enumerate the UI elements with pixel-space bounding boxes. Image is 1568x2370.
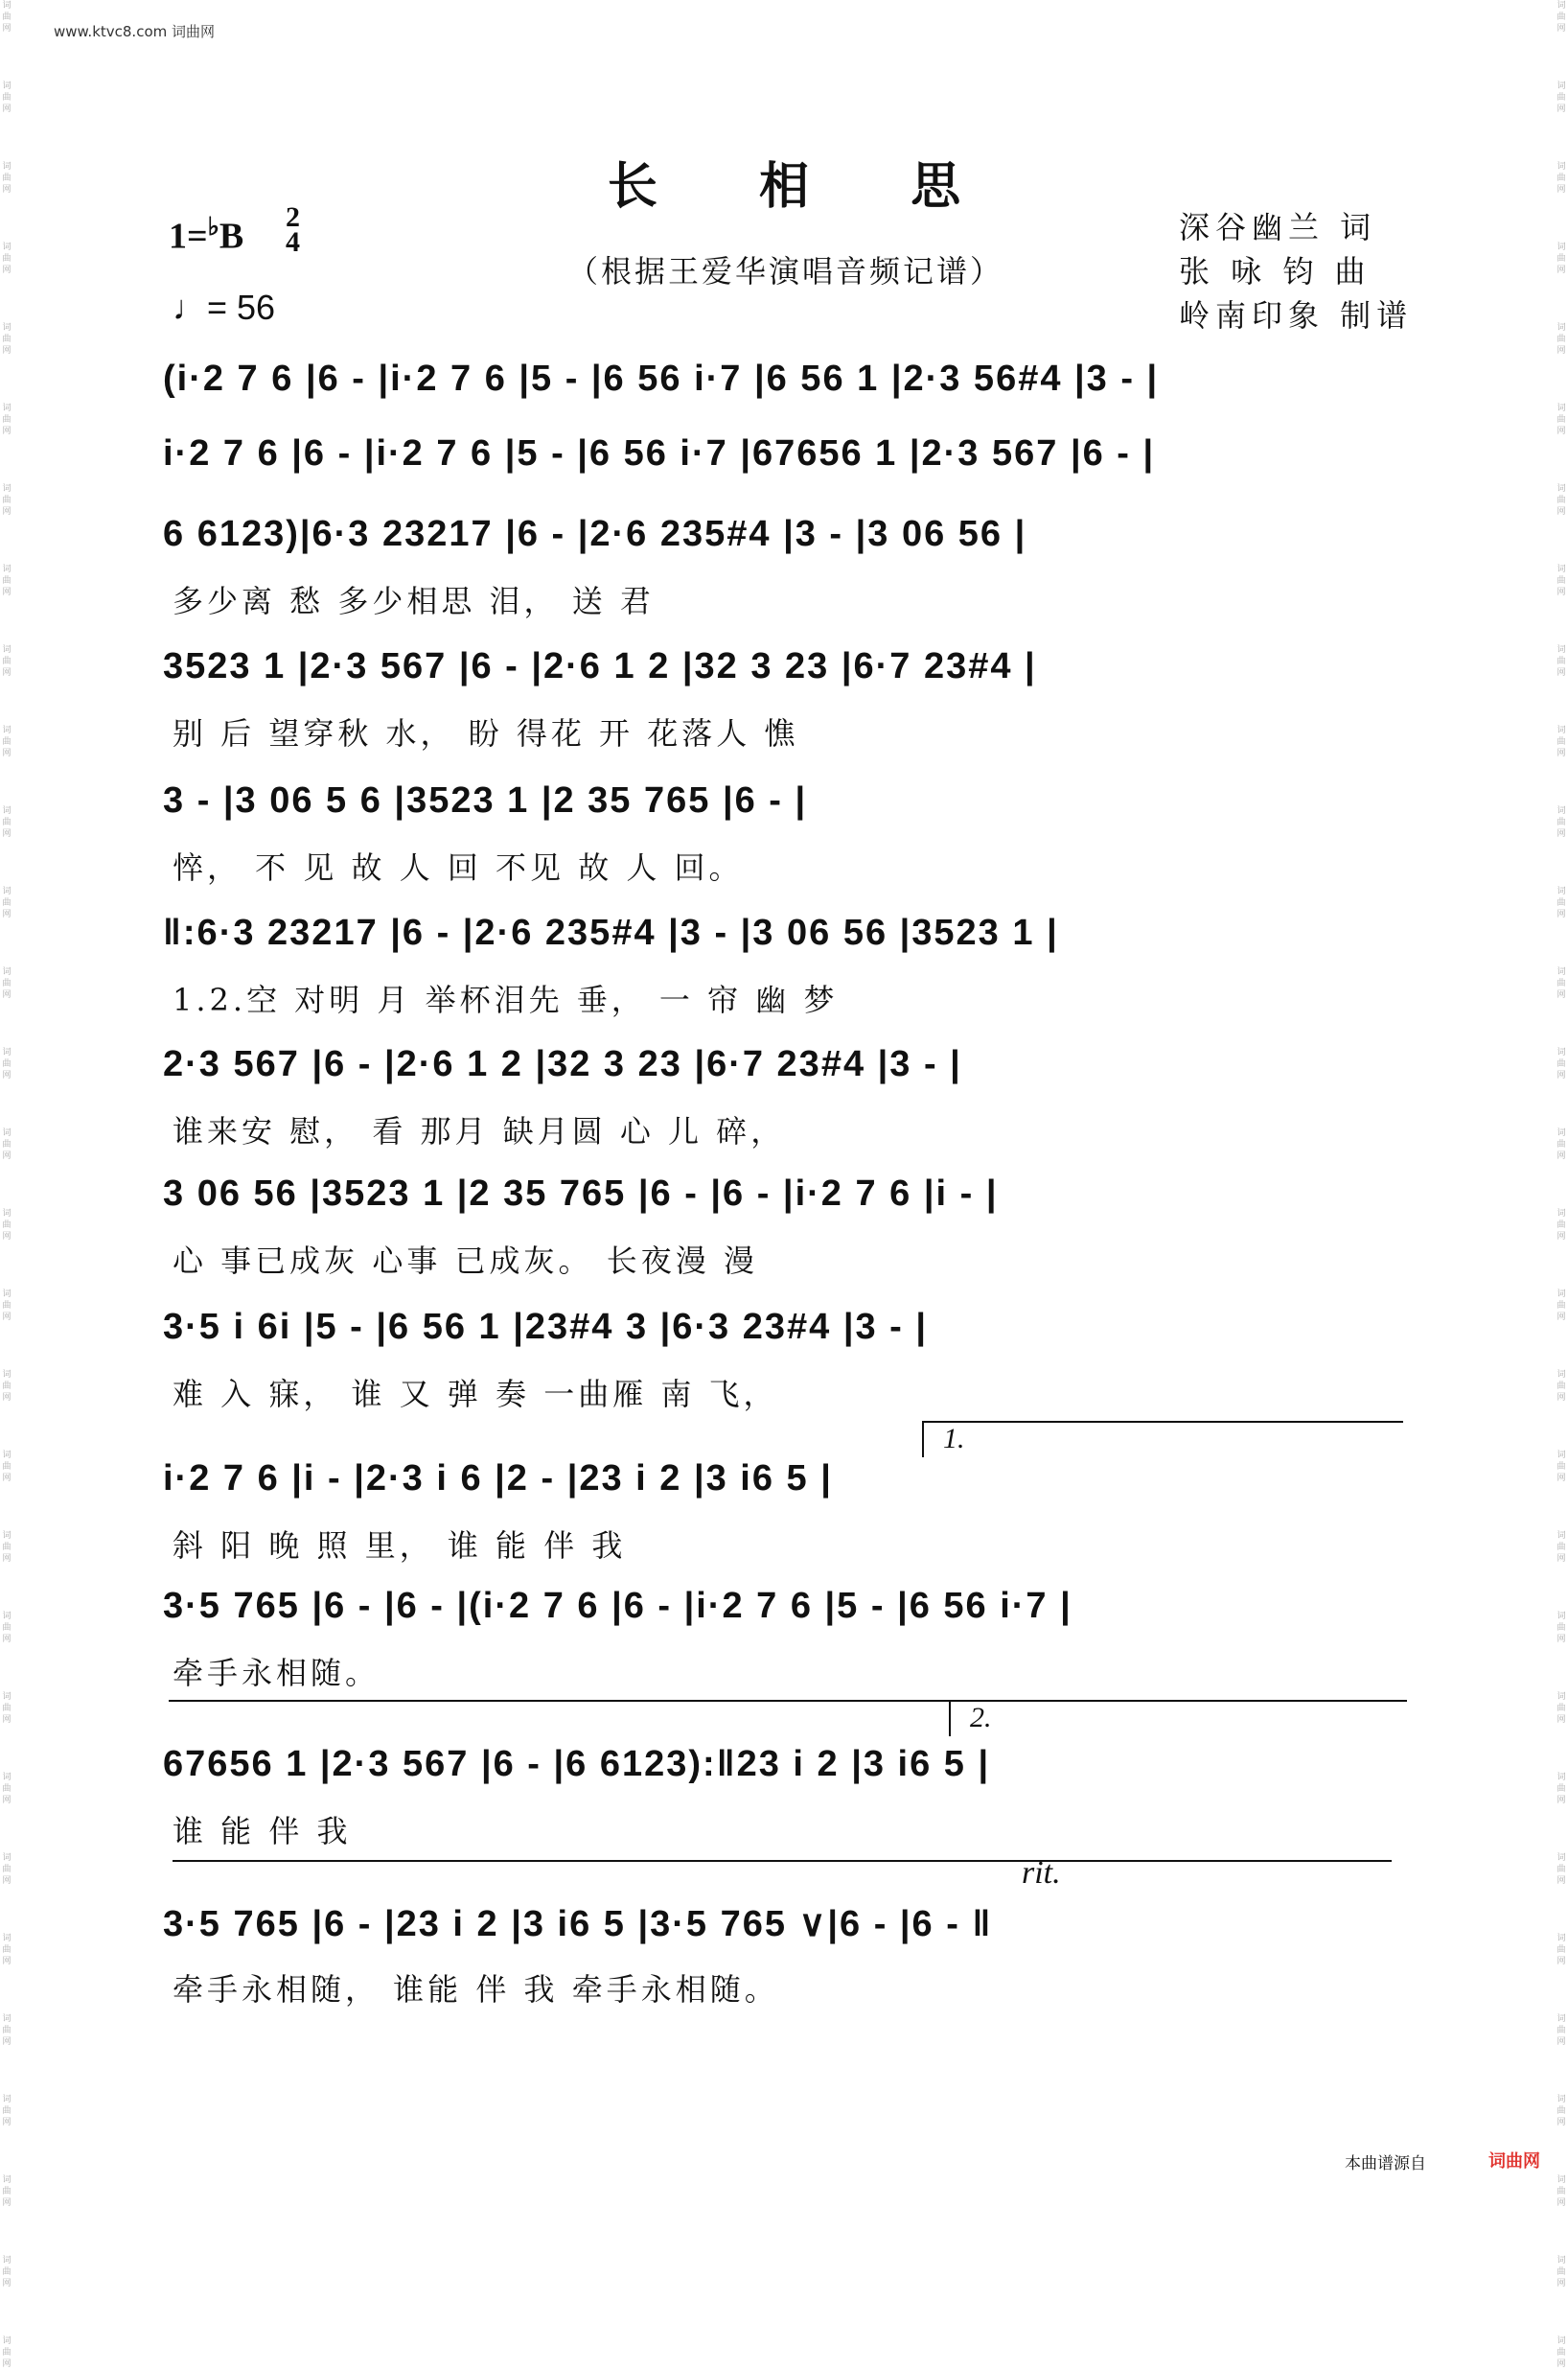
watermark-text: 词曲网 (1556, 2336, 1566, 2369)
tempo-marking: ♩= 56 (173, 288, 276, 327)
credit-arranger: 岭南印象 制谱 (1179, 297, 1414, 334)
watermark-text: 词曲网 (2, 81, 12, 114)
staff-notes: ‖:6·3 23217 |6 - |2·6 235#4 |3 - |3 06 56 |3523 1 | (163, 913, 1059, 953)
watermark-text: 词曲网 (2, 726, 12, 758)
watermark-text: 词曲网 (2, 2256, 12, 2289)
watermark-text: 词曲网 (2, 565, 12, 597)
watermark-text: 词曲网 (1556, 1612, 1566, 1644)
footer-site-logo: 词曲网 (1488, 2151, 1540, 2172)
watermark-text: 词曲网 (1556, 887, 1566, 919)
staff-row (163, 1896, 1409, 1954)
staff-row (163, 1738, 1409, 1796)
footer-source-text: 本曲谱源自 (1345, 2154, 1426, 2173)
watermark-text: 词曲网 (2, 1370, 12, 1403)
watermark-text: 词曲网 (2, 404, 12, 436)
watermark-text: 词曲网 (1556, 1692, 1566, 1725)
watermark-text: 词曲网 (1556, 162, 1566, 195)
watermark-text: 词曲网 (1556, 484, 1566, 517)
watermark-text: 词曲网 (2, 484, 12, 517)
watermark-text: 词曲网 (2, 1, 12, 34)
staff-row (163, 640, 1409, 698)
staff-row (163, 428, 1409, 485)
watermark-text: 词曲网 (2, 2336, 12, 2369)
key-note: B (219, 216, 244, 257)
staff-lyrics: 多少离 愁 多少相思 泪， 送 君 (173, 583, 655, 619)
staff-row (163, 508, 1409, 566)
staff-notes: 3·5 i 6i |5 - |6 56 1 |23#4 3 |6·3 23#4 |3 - | (163, 1307, 929, 1347)
watermark-text: 词曲网 (2, 1853, 12, 1886)
rit-rule (173, 1860, 1392, 1862)
watermark-text: 词曲网 (1556, 645, 1566, 678)
watermark-text: 词曲网 (2, 1531, 12, 1564)
left-watermark-strip (0, 0, 13, 2369)
watermark-text: 词曲网 (2, 162, 12, 195)
watermark-text: 词曲网 (2, 1451, 12, 1483)
ritardando-mark: rit. (1022, 1855, 1061, 1891)
watermark-text: 词曲网 (2, 2095, 12, 2127)
staff-notes: 2·3 567 |6 - |2·6 1 2 |32 3 23 |6·7 23#4 |3 - | (163, 1044, 962, 1084)
staff-lyrics: 牵手永相随， 谁能 伴 我 牵手永相随。 (173, 1971, 779, 2008)
watermark-text: 词曲网 (2, 887, 12, 919)
watermark-text: 词曲网 (2, 1209, 12, 1242)
volta-2-label: 2. (970, 1702, 992, 1733)
watermark-text: 词曲网 (1556, 243, 1566, 275)
staff-lyrics: 1.2.空 对明 月 举杯泪先 垂， 一 帘 幽 梦 (173, 982, 839, 1018)
staff-row (163, 775, 1409, 832)
watermark-text: 词曲网 (1556, 2256, 1566, 2289)
watermark-text: 词曲网 (1556, 1531, 1566, 1564)
staff-row (163, 1301, 1409, 1359)
watermark-text: 词曲网 (2, 1048, 12, 1080)
watermark-text: 词曲网 (2, 2175, 12, 2208)
staff-notes: 3 06 56 |3523 1 |2 35 765 |6 - |6 - |i·2 7 6 |i - | (163, 1173, 999, 1214)
flat-sign-icon: ♭ (207, 213, 219, 241)
time-top: 2 (286, 201, 300, 233)
volta-bracket-1 (922, 1421, 1403, 1457)
volta-1-label: 1. (943, 1423, 965, 1454)
watermark-text: 词曲网 (1556, 2014, 1566, 2047)
staff-lyrics: 谁 能 伴 我 (173, 1813, 352, 1849)
watermark-text: 词曲网 (2, 1773, 12, 1805)
staff-row (163, 1168, 1409, 1225)
staff-lyrics: 别 后 望穿秋 水， 盼 得花 开 花落人 憔 (173, 715, 799, 752)
watermark-text: 词曲网 (2, 1128, 12, 1161)
key-number: 1= (169, 216, 208, 257)
watermark-text: 词曲网 (1556, 565, 1566, 597)
staff-row (163, 907, 1409, 964)
watermark-text: 词曲网 (2, 2014, 12, 2047)
volta-bracket-2 (949, 1700, 1407, 1736)
watermark-text: 词曲网 (1556, 806, 1566, 839)
staff-notes: (i·2 7 6 |6 - |i·2 7 6 |5 - |6 56 i·7 |6 56 1 |2·3 56#4 |3 - | (163, 359, 1160, 399)
staff-row (163, 353, 1409, 410)
watermark-text: 词曲网 (1556, 404, 1566, 436)
watermark-text: 词曲网 (1556, 1128, 1566, 1161)
time-bottom: 4 (286, 226, 300, 258)
watermark-text: 词曲网 (1556, 1451, 1566, 1483)
staff-lyrics: 谁来安 慰， 看 那月 缺月圆 心 儿 碎， (173, 1113, 786, 1150)
time-signature (286, 201, 300, 258)
watermark-text: 词曲网 (1556, 1853, 1566, 1886)
watermark-text: 词曲网 (2, 806, 12, 839)
staff-notes: 3523 1 |2·3 567 |6 - |2·6 1 2 |32 3 23 |6·7 23#4 | (163, 646, 1037, 686)
watermark-text: 词曲网 (2, 645, 12, 678)
watermark-text: 词曲网 (1556, 81, 1566, 114)
staff-lyrics: 牵手永相随。 (173, 1655, 380, 1691)
staff-notes: 6 6123)|6·3 23217 |6 - |2·6 235#4 |3 - |3 06 56 | (163, 514, 1027, 554)
staff-notes: 3·5 765 |6 - |23 i 2 |3 i6 5 |3·5 765 ∨|6 - |6 - ‖ (163, 1904, 993, 1944)
staff-notes: i·2 7 6 |6 - |i·2 7 6 |5 - |6 56 i·7 |67656 1 |2·3 567 |6 - | (163, 433, 1156, 474)
staff-notes: 67656 1 |2·3 567 |6 - |6 6123):‖23 i 2 |3 i6 5 | (163, 1744, 991, 1784)
watermark-text: 词曲网 (2, 1692, 12, 1725)
watermark-text: 词曲网 (2, 967, 12, 1000)
credit-composer: 张 咏 钧 曲 (1179, 253, 1372, 290)
staff-row (163, 1038, 1409, 1096)
credit-lyricist: 深谷幽兰 词 (1179, 209, 1377, 245)
staff-notes: 3 - |3 06 5 6 |3523 1 |2 35 765 |6 - | (163, 780, 808, 821)
watermark-text: 词曲网 (2, 1612, 12, 1644)
staff-lyrics: 斜 阳 晚 照 里， 谁 能 伴 我 (173, 1527, 627, 1564)
watermark-text: 词曲网 (1556, 323, 1566, 356)
source-note: （根据王爱华演唱音频记谱） (567, 253, 1004, 290)
watermark-text: 词曲网 (1556, 2095, 1566, 2127)
key-signature (169, 213, 243, 258)
right-watermark-strip (1555, 0, 1568, 2369)
staff-notes: i·2 7 6 |i - |2·3 i 6 |2 - |23 i 2 |3 i6 5 | (163, 1458, 833, 1499)
watermark-text: 词曲网 (1556, 967, 1566, 1000)
staff-lyrics: 心 事已成灰 心事 已成灰。 长夜漫 漫 (173, 1243, 758, 1279)
watermark-text: 词曲网 (2, 243, 12, 275)
staff-row (163, 1580, 1409, 1638)
watermark-text: 词曲网 (1556, 726, 1566, 758)
watermark-text: 词曲网 (1556, 1370, 1566, 1403)
page-title: 长 相 思 (607, 157, 1003, 216)
watermark-text: 词曲网 (2, 323, 12, 356)
staff-lyrics: 悴， 不 见 故 人 回 不见 故 人 回。 (173, 849, 744, 886)
staff-notes: 3·5 765 |6 - |6 - |(i·2 7 6 |6 - |i·2 7 6 |5 - |6 56 i·7 | (163, 1586, 1072, 1626)
watermark-text: 词曲网 (1556, 1048, 1566, 1080)
staff-row (163, 1452, 1409, 1510)
watermark-text: 词曲网 (1556, 1290, 1566, 1322)
watermark-text: 词曲网 (1556, 1, 1566, 34)
staff-lyrics: 难 入 寐， 谁 又 弹 奏 一曲雁 南 飞， (173, 1376, 778, 1412)
site-header: www.ktvc8.com 词曲网 (54, 23, 216, 40)
watermark-text: 词曲网 (2, 1290, 12, 1322)
watermark-text: 词曲网 (1556, 1209, 1566, 1242)
watermark-text: 词曲网 (1556, 1934, 1566, 1966)
watermark-text: 词曲网 (1556, 2175, 1566, 2208)
watermark-text: 词曲网 (2, 1934, 12, 1966)
watermark-text: 词曲网 (1556, 1773, 1566, 1805)
